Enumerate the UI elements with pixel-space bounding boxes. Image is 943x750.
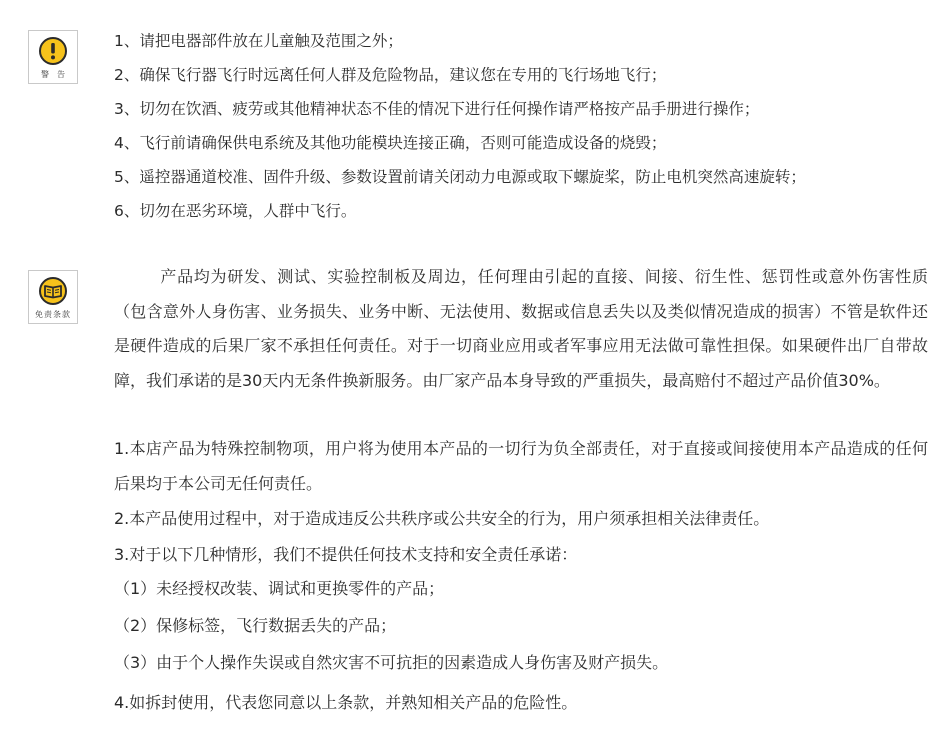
warning-item: 3、切勿在饮酒、疲劳或其他精神状态不佳的情况下进行任何操作请严格按产品手册进行操作； (114, 100, 760, 118)
disclaimer-item: 1.本店产品为特殊控制物项，用户将为使用本产品的一切行为负全部责任，对于直接或间接使用本产品造成的任何后果均于本公司无任何责任。 (114, 439, 928, 493)
warning-badge (28, 30, 78, 84)
warning-item: 6、切勿在恶劣环境，人群中飞行。 (114, 202, 357, 220)
disclaimer-item: 2.本产品使用过程中，对于造成违反公共秩序或公共安全的行为，用户须承担相关法律责任。 (114, 509, 770, 528)
disclaimer-badge-label: 免责条款 (35, 310, 71, 319)
disclaimer-item: 4.如拆封使用，代表您同意以上条款，并熟知相关产品的危险性。 (114, 693, 578, 712)
warning-item: 1、请把电器部件放在儿童触及范围之外； (114, 32, 403, 50)
disclaimer-intro: 产品均为研发、测试、实验控制板及周边，任何理由引起的直接、间接、衍生性、惩罚性或意外伤害性质（包含意外人身伤害、业务损失、业务中断、无法使用、数据或信息丢失以及类似情况造成的损害）不管是软件还是硬件造成的后果厂家不承担任何责任。对于一切商业应用或者军事应用无法做可靠性担保。如果硬件出厂自带故障，我们承诺的是30天内无条件换新服务。由厂家产品本身导致的严重损失，最高赔付不超过产品价值30%。 (114, 267, 928, 390)
warning-list (114, 24, 934, 228)
warning-badge-label: 警告 (41, 70, 73, 79)
disclaimer-item: 3.对于以下几种情形，我们不提供任何技术支持和安全责任承诺： (114, 545, 578, 564)
disclaimer-badge (28, 270, 78, 324)
disclaimer-subitem: （2）保修标签，飞行数据丢失的产品； (114, 616, 397, 635)
book-icon (39, 277, 67, 305)
exclamation-icon (39, 37, 67, 65)
disclaimer-subitem: （1）未经授权改装、调试和更换零件的产品； (114, 579, 445, 598)
warning-item: 2、确保飞行器飞行时远离任何人群及危险物品，建议您在专用的飞行场地飞行； (114, 66, 667, 84)
disclaimer-subitem: （3）由于个人操作失误或自然灾害不可抗拒的因素造成人身伤害及财产损失。 (114, 653, 669, 672)
warning-item: 4、飞行前请确保供电系统及其他功能模块连接正确，否则可能造成设备的烧毁； (114, 134, 667, 152)
warning-item: 5、遥控器通道校准、固件升级、参数设置前请关闭动力电源或取下螺旋桨，防止电机突然高速旋转； (114, 168, 806, 186)
